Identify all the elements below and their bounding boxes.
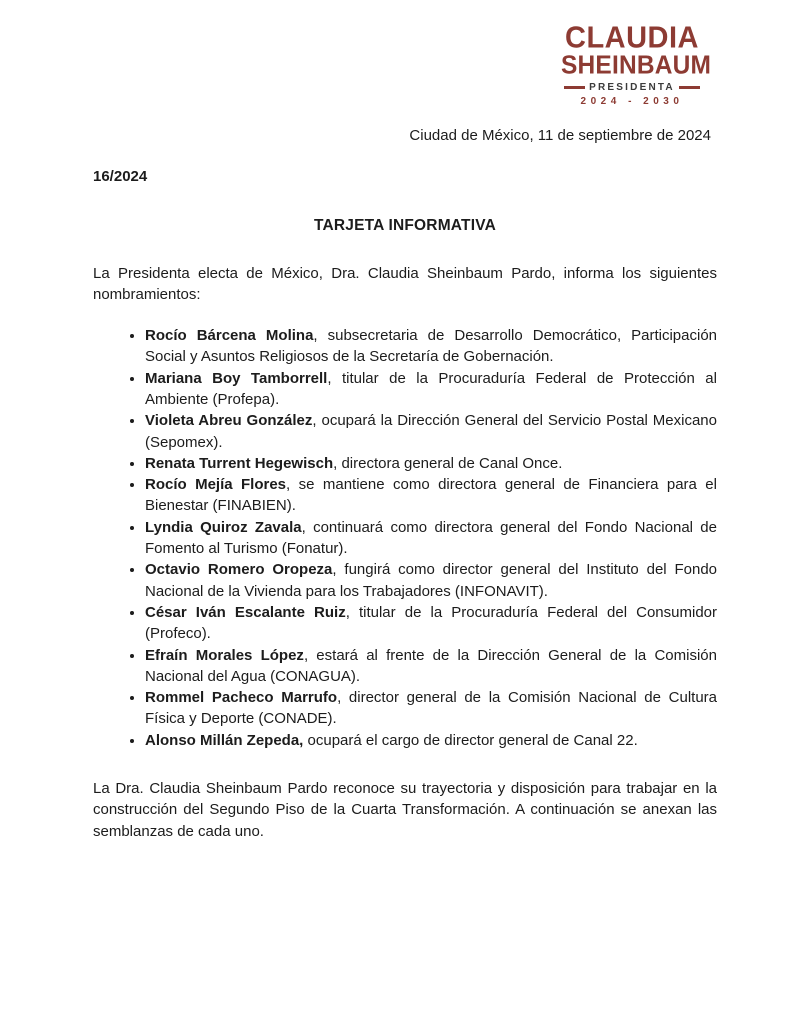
appointee-name: Octavio Romero Oropeza	[145, 561, 333, 579]
appointment-description: , fungirá como director general del Instituto del Fondo Nacional de la Vivienda para los Trabajadores (INFONAVIT).	[145, 561, 718, 600]
appointment-item	[145, 325, 717, 368]
appointment-item	[145, 687, 717, 730]
appointment-item	[145, 474, 717, 517]
appointee-name: Efraín Morales López	[145, 646, 304, 664]
appointment-item	[145, 645, 717, 688]
appointment-description: , continuará como directora general del Fondo Nacional de Fomento al Turismo (Fonatur).	[145, 518, 717, 558]
appointee-name: César Iván Escalante Ruiz	[145, 603, 346, 621]
appointment-item	[145, 730, 717, 751]
appointment-description: , director general de la Comisión Nacional de Cultura Física y Deporte (CONADE).	[145, 689, 718, 728]
intro-paragraph: La Presidenta electa de México, Dra. Claudia Sheinbaum Pardo, informa los siguientes nombramientos:	[93, 264, 717, 303]
logo-dash-right	[679, 86, 700, 89]
date-line: Ciudad de México, 11 de septiembre de 2024	[409, 126, 711, 144]
appointee-name: Mariana Boy Tamborrell	[145, 369, 328, 387]
logo-years: 2024 - 2030	[580, 95, 684, 107]
appointment-description: , ocupará la Dirección General del Servicio Postal Mexicano (Sepomex).	[145, 412, 717, 451]
appointments-list	[93, 325, 717, 751]
appointment-item	[145, 410, 717, 453]
appointee-name: Violeta Abreu González	[145, 412, 313, 430]
claudia-sheinbaum-logo	[561, 21, 712, 107]
appointment-description: , titular de la Procuraduría Federal de Protección al Ambiente (Profepa).	[145, 369, 717, 408]
logo-subtitle-row	[561, 83, 703, 93]
appointee-name: Renata Turrent Hegewisch	[145, 454, 334, 472]
logo-name-line1: CLAUDIA	[565, 21, 699, 55]
appointment-description: , titular de la Procuraduría Federal del Consumidor (Profeco).	[145, 603, 718, 643]
appointee-name: Lyndia Quiroz Zavala	[145, 518, 302, 536]
closing-paragraph: La Dra. Claudia Sheinbaum Pardo reconoce su trayectoria y disposición para trabajar en la construcción del Segundo Piso de la Cuarta Transformación. A continuación se anexan las semblanzas de cada uno.	[93, 780, 717, 840]
appointee-name: Rocío Mejía Flores	[145, 476, 287, 494]
logo-name-line2: SHEINBAUM	[561, 51, 712, 80]
appointment-description: ocupará el cargo de director general de Canal 22.	[303, 731, 638, 749]
appointee-name: Rocío Bárcena Molina	[145, 327, 314, 345]
document-number: 16/2024	[93, 167, 148, 185]
logo-dash-left	[564, 86, 585, 89]
appointment-item	[145, 368, 717, 411]
document-title: TARJETA INFORMATIVA	[313, 216, 497, 234]
logo-subtitle: PRESIDENTA	[589, 81, 675, 93]
appointment-description: , subsecretaria de Desarrollo Democrático, Participación Social y Asuntos Religiosos de la Secretaría de Gobernación.	[145, 327, 718, 366]
appointee-name: Rommel Pacheco Marrufo	[145, 689, 338, 707]
appointment-item	[145, 517, 717, 560]
appointment-description: , estará al frente de la Dirección General de la Comisión Nacional del Agua (CONAGUA).	[145, 646, 717, 685]
appointment-item	[145, 453, 717, 474]
appointment-item	[145, 602, 717, 645]
appointment-description: , directora general de Canal Once.	[333, 454, 563, 472]
appointment-description: , se mantiene como directora general de Financiera para el Bienestar (FINABIEN).	[145, 476, 717, 515]
appointee-name: Alonso Millán Zepeda,	[145, 731, 304, 749]
appointment-item	[145, 559, 717, 602]
